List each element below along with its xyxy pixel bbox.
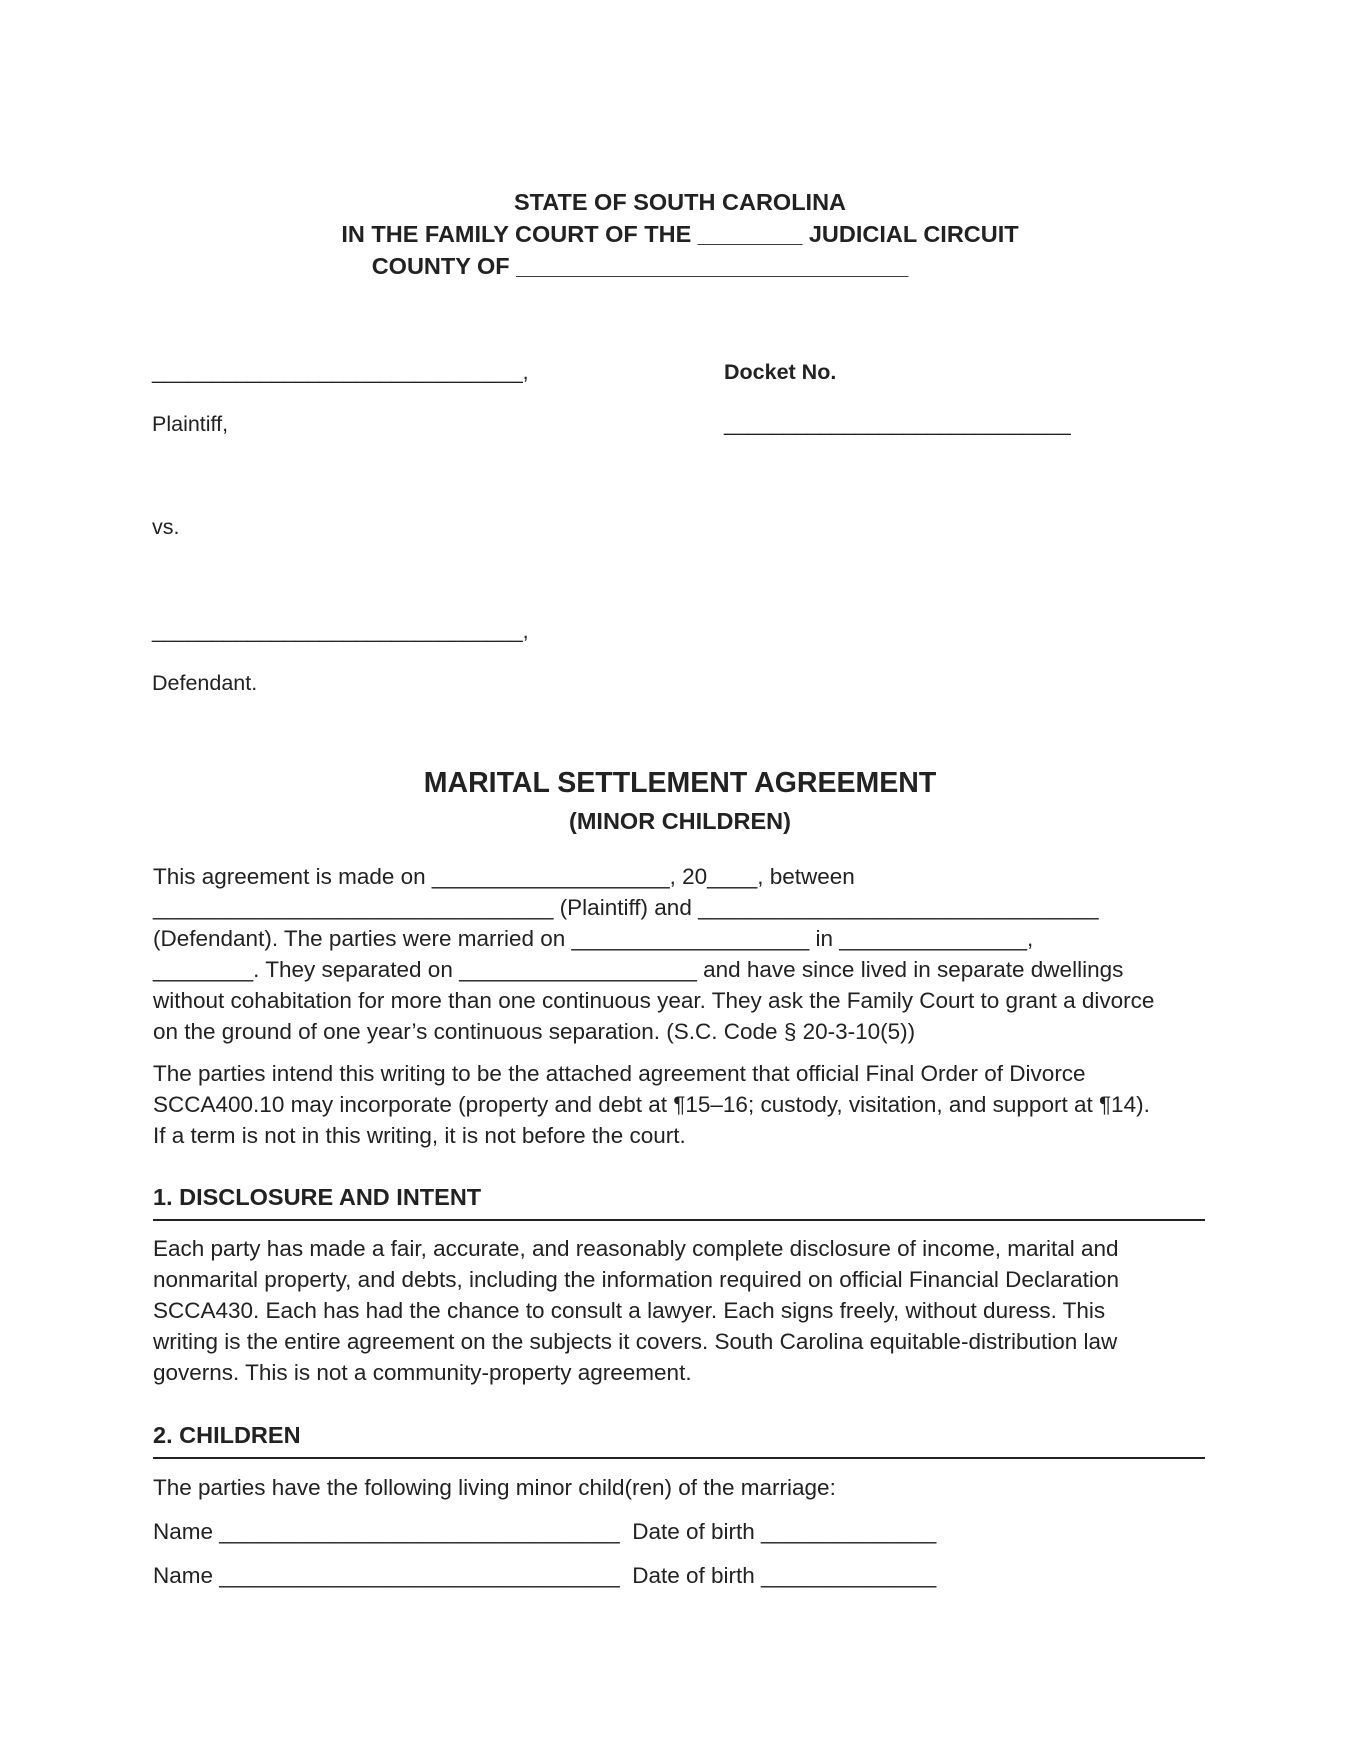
defendant-label: Defendant.	[152, 671, 258, 695]
intro-line: (Defendant). The parties were married on ___________________ in _______________,	[153, 926, 1034, 951]
incorporation-line: If a term is not in this writing, it is not before the court.	[153, 1123, 686, 1148]
intro-line: on the ground of one year’s continuous separation. (S.C. Code § 20-3-10(5))	[153, 1019, 916, 1044]
intro-line: without cohabitation for more than one continuous year. They ask the Family Court to grant a divorce	[153, 988, 1155, 1013]
docket-number-blank: _____________________________	[724, 412, 1071, 436]
incorporation-paragraph	[153, 1058, 1213, 1151]
docket-label: Docket No.	[724, 360, 837, 384]
section-1-heading: 1. DISCLOSURE AND INTENT	[153, 1186, 1205, 1221]
incorporation-line: SCCA400.10 may incorporate (property and debt at ¶15–16; custody, visitation, and support at ¶14).	[153, 1092, 1150, 1117]
document-subtitle: (MINOR CHILDREN)	[569, 808, 791, 834]
child-row: Name ________________________________ Date of birth ______________	[153, 1519, 937, 1544]
versus-label: vs.	[152, 515, 180, 539]
plaintiff-label: Plaintiff,	[152, 412, 229, 436]
section-1-line: SCCA430. Each has had the chance to consult a lawyer. Each signs freely, without duress. This	[153, 1298, 1106, 1323]
section-1-line: Each party has made a fair, accurate, and reasonably complete disclosure of income, marital and	[153, 1236, 1119, 1261]
section-2-heading: 2. CHILDREN	[153, 1424, 1205, 1459]
header-state: STATE OF SOUTH CAROLINA	[513, 189, 847, 215]
incorporation-line: The parties intend this writing to be the attached agreement that official Final Order of Divorce	[153, 1061, 1086, 1086]
section-1-paragraph	[153, 1233, 1213, 1388]
intro-line: ________. They separated on ___________________ and have since lived in separate dwellings	[153, 957, 1124, 982]
header-county: COUNTY OF ______________________________	[371, 253, 909, 279]
section-2-intro: The parties have the following living minor child(ren) of the marriage:	[153, 1475, 836, 1500]
intro-paragraph	[153, 861, 1213, 1047]
plaintiff-name-blank: _______________________________,	[152, 360, 529, 384]
child-row: Name ________________________________ Date of birth ______________	[153, 1563, 937, 1588]
section-1-line: writing is the entire agreement on the subjects it covers. South Carolina equitable-distribution law	[153, 1329, 1118, 1354]
document-title: MARITAL SETTLEMENT AGREEMENT	[423, 767, 937, 799]
intro-line: This agreement is made on ___________________, 20____, between	[153, 864, 855, 889]
section-1-line: governs. This is not a community-property agreement.	[153, 1360, 692, 1385]
defendant-name-blank: _______________________________,	[152, 619, 529, 643]
header-court: IN THE FAMILY COURT OF THE ________ JUDICIAL CIRCUIT	[341, 221, 1019, 247]
section-1-line: nonmarital property, and debts, including the information required on official Financial Declaration	[153, 1267, 1119, 1292]
intro-line: ________________________________ (Plaintiff) and ________________________________	[153, 895, 1099, 920]
